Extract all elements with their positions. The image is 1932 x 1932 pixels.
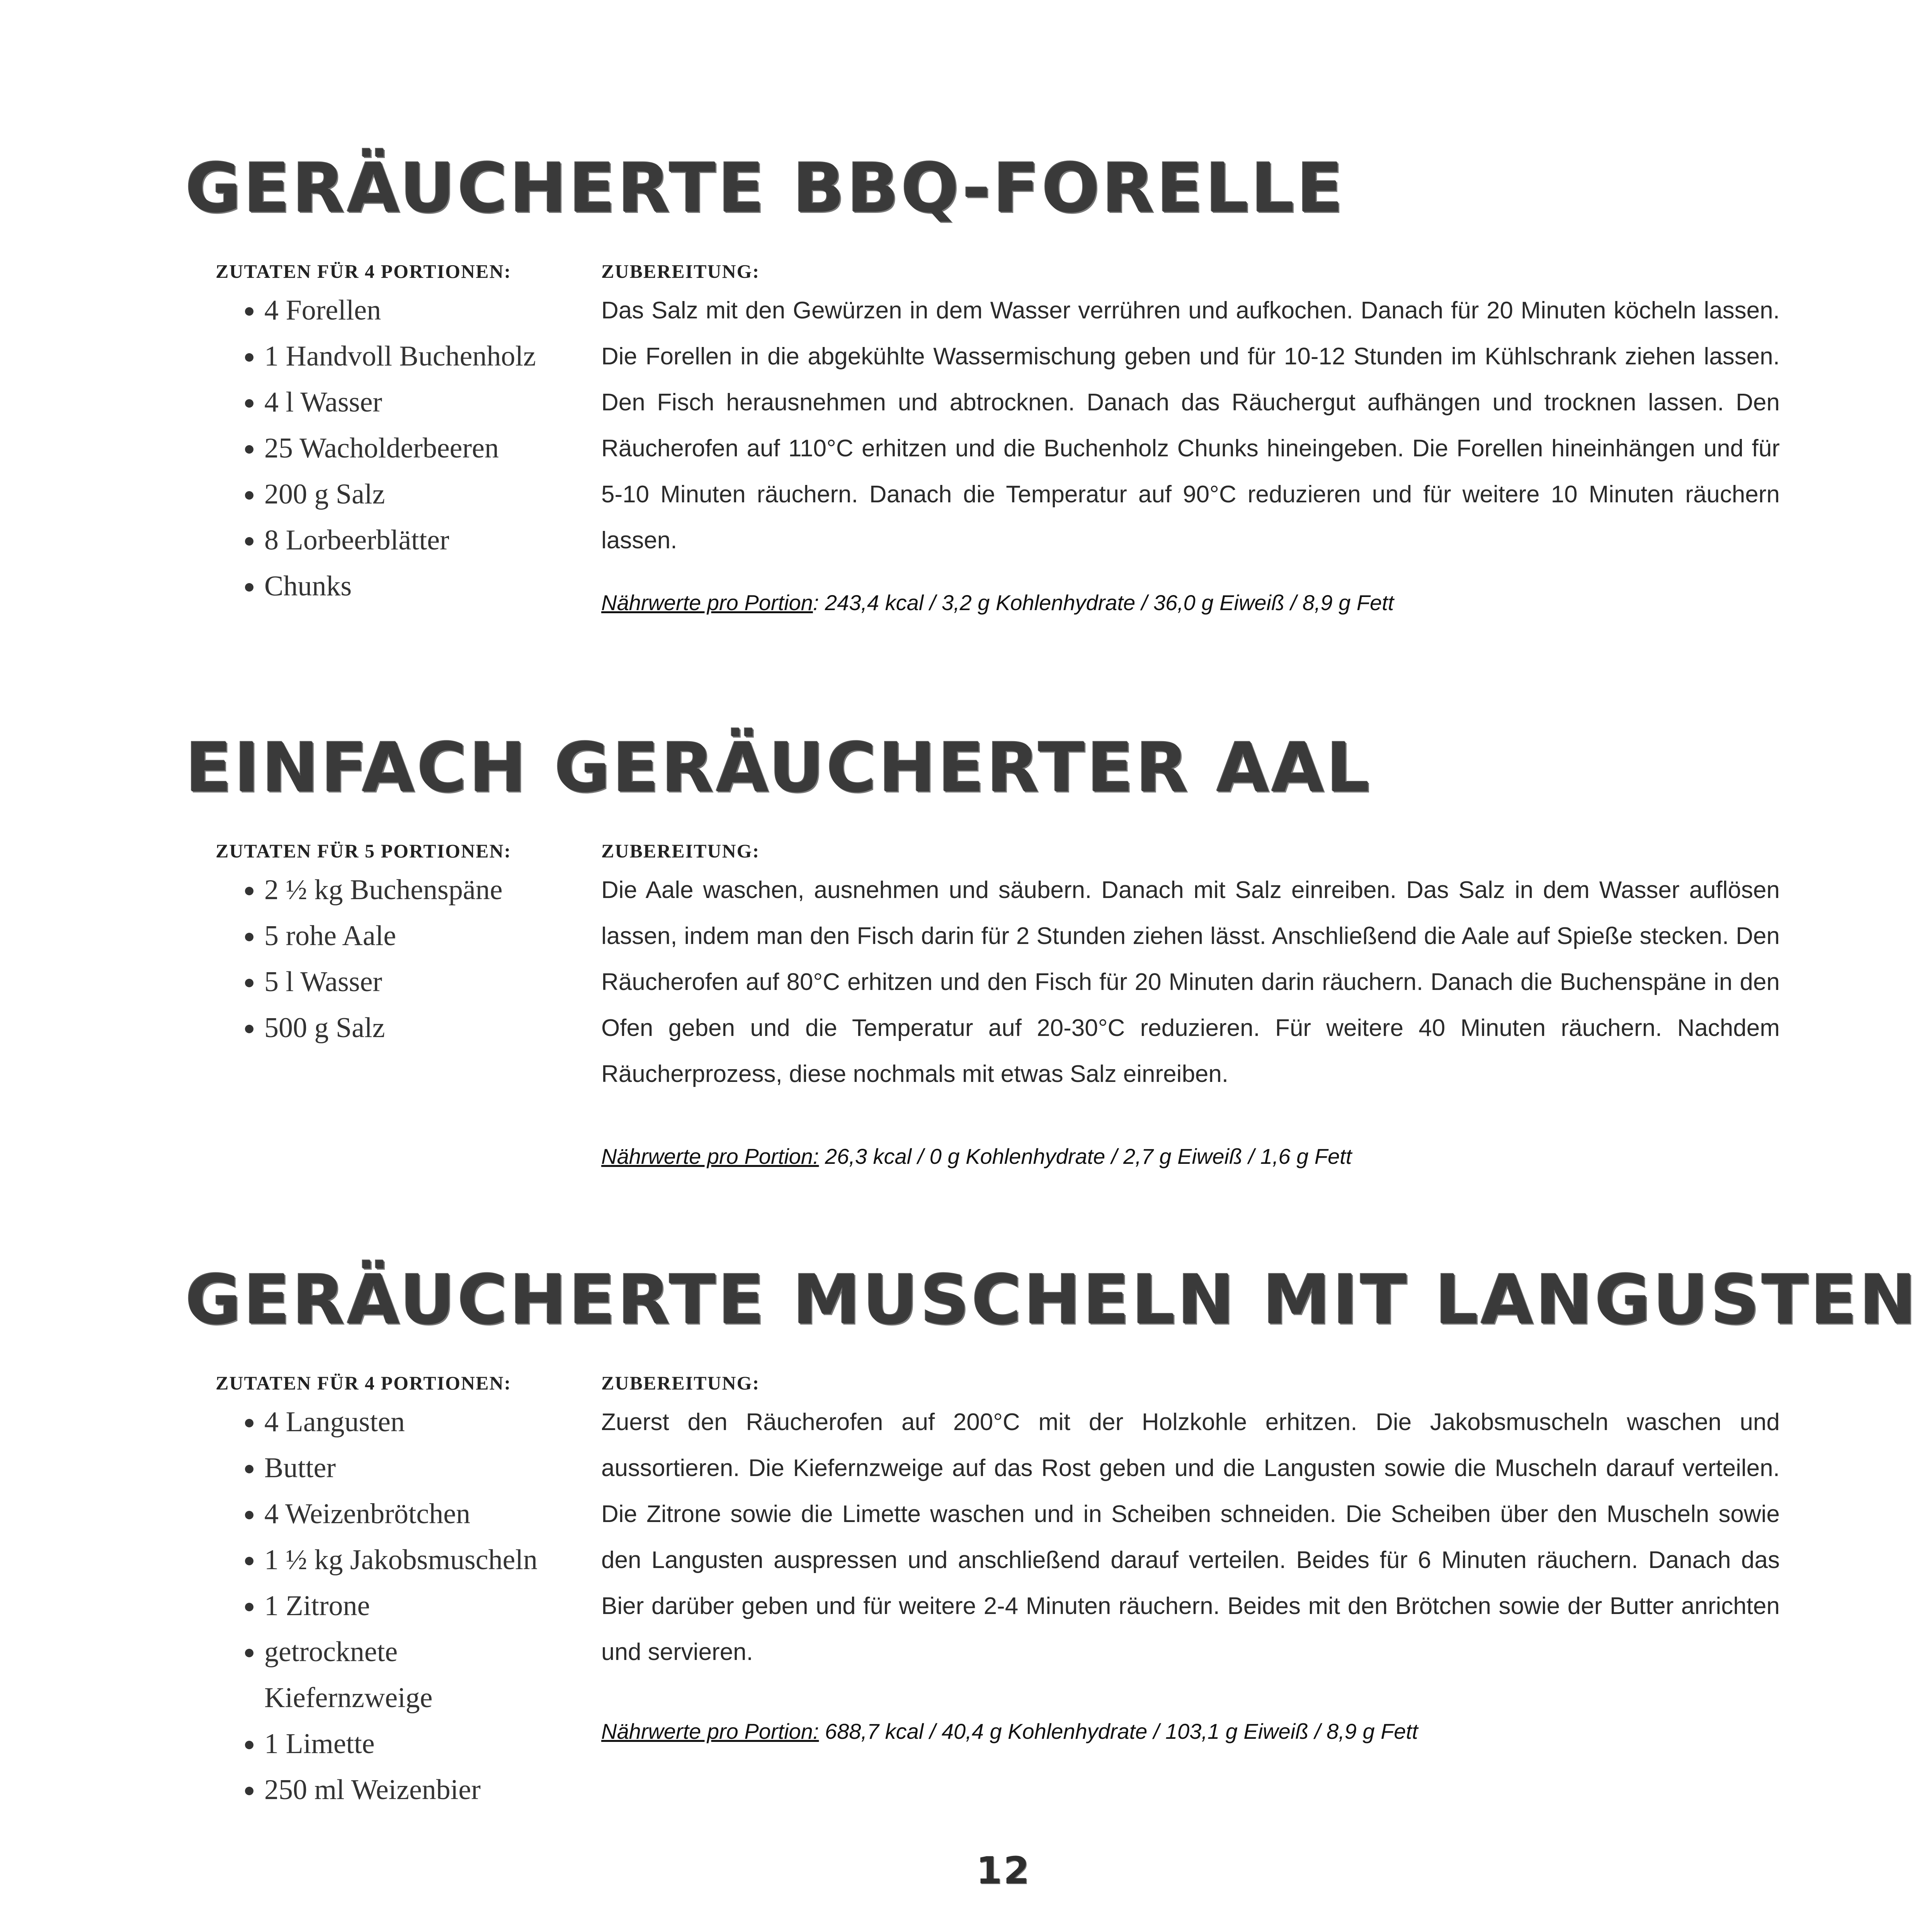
ingredient-item: • 4 Langusten — [264, 1399, 567, 1445]
ingredients-list — [216, 1399, 567, 1813]
ingredient-item: • 1 ½ kg Jakobsmuscheln — [264, 1537, 567, 1583]
ingredients-column — [216, 1371, 567, 1813]
recipe-title: EINFACH GERÄUCHERTER AAL — [185, 728, 1372, 808]
nutrition-label: Nährwerte pro Portion — [601, 590, 813, 615]
ingredient-item: • 4 Weizenbrötchen — [264, 1491, 567, 1537]
preparation-heading: ZUBEREITUNG: — [601, 840, 760, 862]
ingredients-list — [216, 867, 567, 1051]
ingredient-item: • 500 g Salz — [264, 1005, 567, 1051]
ingredient-item: • 4 l Wasser — [264, 379, 567, 425]
page-number: 12 — [976, 1849, 1031, 1892]
preparation-column — [601, 1371, 1780, 1745]
preparation-text: Zuerst den Räucherofen auf 200°C mit der Holzkohle erhitzen. Die Jakobsmuscheln waschen und aussortieren. Die Kiefernzweige auf das Rost geben und die Langusten sowie die Muscheln darauf verteilen. Die Zitrone sowie die Limette waschen und in Scheiben schneiden. Die Scheiben über den Muscheln sowie den Langusten auspressen und anschließend darauf verteilen. Beides für 6 Minuten räuchern. Danach das Bier darüber geben und für weitere 2-4 Minuten räuchern. Beides mit den Brötchen sowie der Butter anrichten und servieren. — [601, 1409, 1780, 1665]
recipe-title: GERÄUCHERTE MUSCHELN MIT LANGUSTEN — [185, 1260, 1919, 1340]
ingredient-item: • 1 Handvoll Buchenholz — [264, 333, 567, 379]
ingredient-item: • getrocknete Kiefernzweige — [264, 1629, 567, 1721]
recipe-title: GERÄUCHERTE BBQ-FORELLE — [185, 149, 1346, 228]
ingredient-item: • 5 rohe Aale — [264, 913, 567, 959]
preparation-heading: ZUBEREITUNG: — [601, 260, 760, 282]
preparation-column — [601, 260, 1780, 617]
nutrition-label: Nährwerte pro Portion: — [601, 1719, 819, 1743]
preparation-text: Die Aale waschen, ausnehmen und säubern. Danach mit Salz einreiben. Das Salz in dem Wasser auflösen lassen, indem man den Fisch darin für 2 Stunden ziehen lässt. Anschließend die Aale auf Spieße stecken. Den Räucherofen auf 80°C erhitzen und den Fisch für 20 Minuten darin räuchern. Danach die Buchenspäne in den Ofen geben und die Temperatur auf 20-30°C reduzieren. Für weitere 40 Minuten räuchern. Nachdem Räucherprozess, diese nochmals mit etwas Salz einreiben. — [601, 877, 1780, 1087]
ingredient-item: • Chunks — [264, 563, 567, 609]
ingredients-heading: ZUTATEN FÜR 4 PORTIONEN: — [216, 260, 512, 282]
ingredient-item: • 5 l Wasser — [264, 959, 567, 1005]
ingredient-item: • 1 Zitrone — [264, 1583, 567, 1629]
ingredients-column — [216, 839, 567, 1051]
recipe-aal — [185, 728, 1808, 1168]
recipe-muscheln-langusten — [185, 1260, 1919, 1806]
nutrition-values: 688,7 kcal / 40,4 g Kohlenhydrate / 103,1 g Eiweiß / 8,9 g Fett — [819, 1719, 1418, 1743]
nutrition-info — [601, 1718, 1780, 1745]
ingredient-item: • 1 Limette — [264, 1721, 567, 1767]
ingredient-item: • 8 Lorbeerblätter — [264, 517, 567, 563]
ingredients-column — [216, 260, 567, 609]
ingredient-item: • Butter — [264, 1445, 567, 1491]
nutrition-info — [601, 1143, 1780, 1170]
ingredient-item: • 4 Forellen — [264, 287, 567, 333]
ingredient-item: • 2 ½ kg Buchenspäne — [264, 867, 567, 913]
preparation-text: Das Salz mit den Gewürzen in dem Wasser verrühren und aufkochen. Danach für 20 Minuten köcheln lassen. Die Forellen in die abgekühlte Wassermischung geben und für 10-12 Stunden im Kühlschrank ziehen lassen. Den Fisch herausnehmen und abtrocknen. Danach das Räuchergut aufhängen und trocknen lassen. Den Räucherofen auf 110°C erhitzen und die Buchenholz Chunks hineingeben. Die Forellen hineinhängen und für 5-10 Minuten räuchern. Danach die Temperatur auf 90°C reduzieren und für weitere 10 Minuten räuchern lassen. — [601, 297, 1780, 554]
ingredient-item: • 200 g Salz — [264, 471, 567, 517]
nutrition-info — [601, 589, 1780, 617]
nutrition-values: 26,3 kcal / 0 g Kohlenhydrate / 2,7 g Eiweiß / 1,6 g Fett — [819, 1144, 1352, 1168]
nutrition-values: : 243,4 kcal / 3,2 g Kohlenhydrate / 36,0 g Eiweiß / 8,9 g Fett — [813, 590, 1394, 615]
ingredients-list — [216, 287, 567, 609]
nutrition-label: Nährwerte pro Portion: — [601, 1144, 819, 1168]
preparation-column — [601, 839, 1780, 1170]
recipe-bbq-forelle — [185, 149, 1808, 615]
ingredients-heading: ZUTATEN FÜR 5 PORTIONEN: — [216, 840, 512, 862]
ingredients-heading: ZUTATEN FÜR 4 PORTIONEN: — [216, 1372, 512, 1394]
ingredient-item: • 25 Wacholderbeeren — [264, 425, 567, 471]
ingredient-item: • 250 ml Weizenbier — [264, 1767, 567, 1813]
preparation-heading: ZUBEREITUNG: — [601, 1372, 760, 1394]
